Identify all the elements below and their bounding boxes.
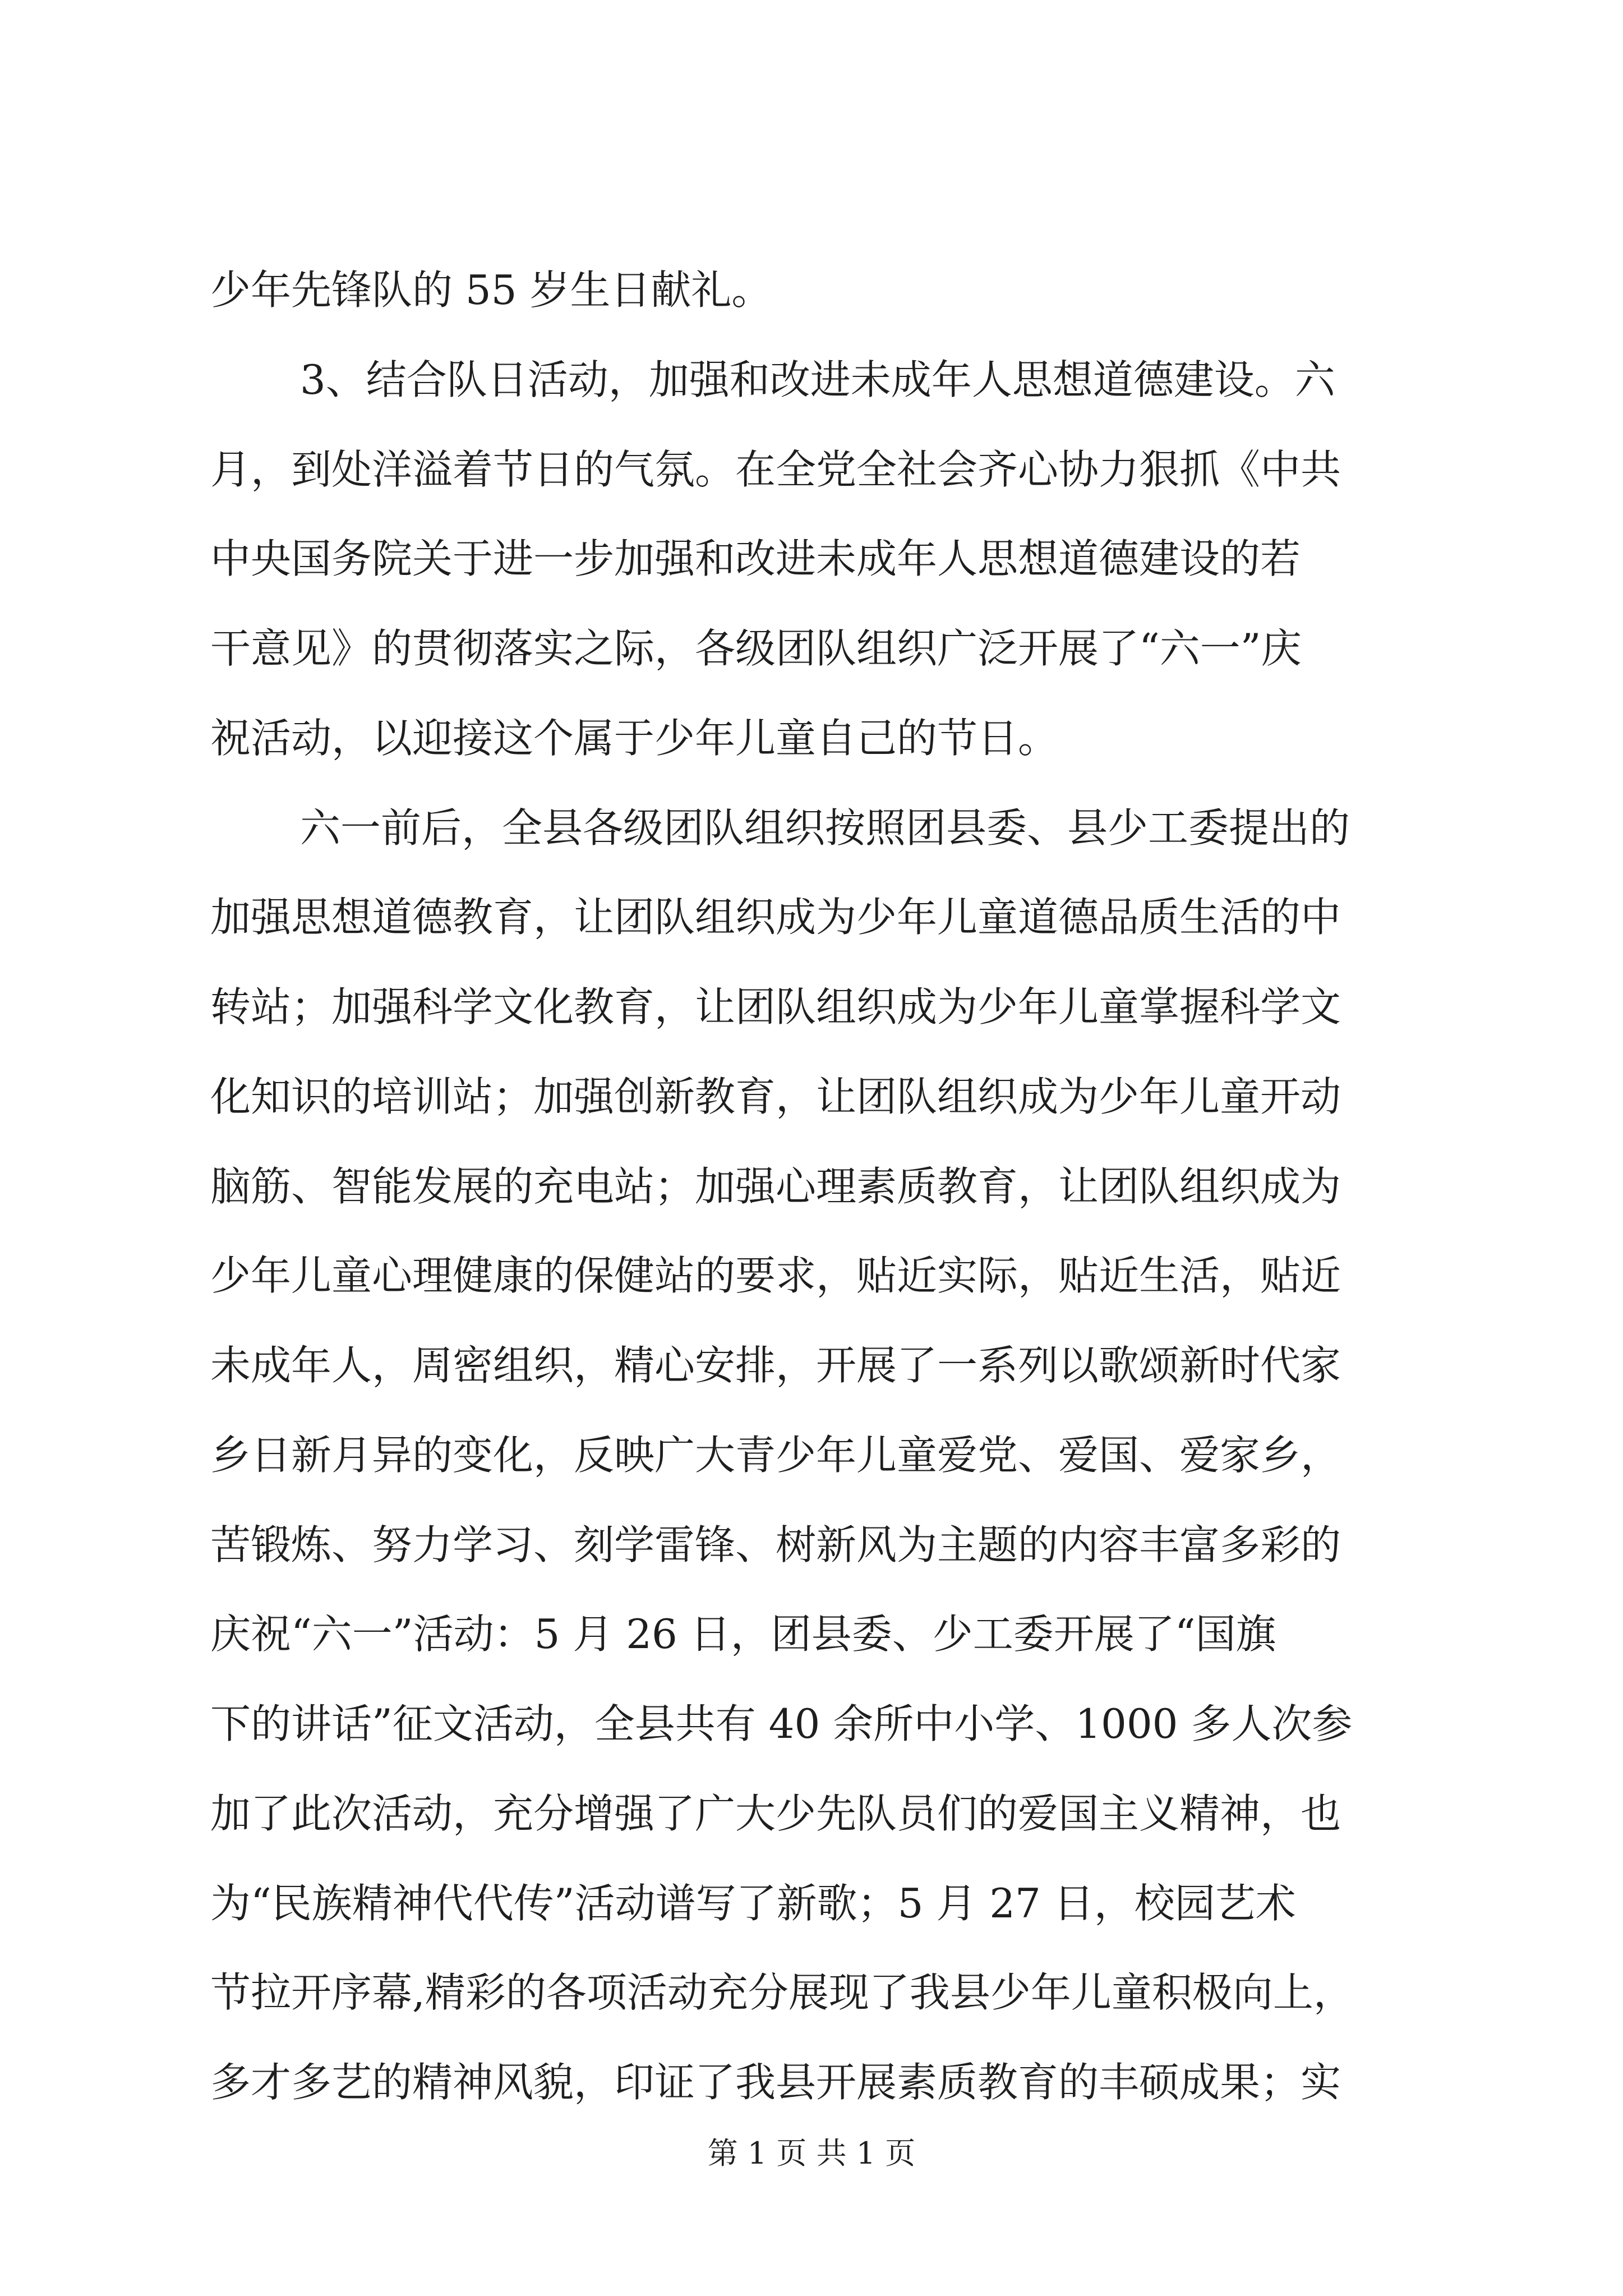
text-line: 多才多艺的精神风貌，印证了我县开展素质教育的丰硕成果；实 bbox=[210, 2059, 1341, 2106]
text-line: 六一前后，全县各级团队组织按照团县委、县少工委提出的 bbox=[300, 804, 1350, 852]
page-footer: 第 1 页 共 1 页 bbox=[707, 2136, 916, 2171]
text-line: 未成年人，周密组织，精心安排，开展了一系列以歌颂新时代家 bbox=[210, 1342, 1341, 1389]
text-line: 下的讲话”征文活动，全县共有 40 余所中小学、1000 多人次参 bbox=[210, 1700, 1353, 1747]
text-line: 中央国务院关于进一步加强和改进未成年人思想道德建设的若 bbox=[210, 535, 1301, 582]
text-line: 为“民族精神代代传”活动谱写了新歌；5 月 27 日，校园艺术 bbox=[210, 1880, 1296, 1927]
text-line: 转站；加强科学文化教育，让团队组织成为少年儿童掌握科学文 bbox=[210, 983, 1341, 1030]
text-line: 乡日新月异的变化，反映广大青少年儿童爱党、爱国、爱家乡， bbox=[210, 1432, 1341, 1479]
text-line: 3、结合队日活动，加强和改进未成年人思想道德建设。六 bbox=[300, 356, 1335, 403]
text-line: 少年先锋队的 55 岁生日献礼。 bbox=[210, 266, 772, 314]
text-line: 苦锻炼、努力学习、刻学雷锋、树新风为主题的内容丰富多彩的 bbox=[210, 1521, 1341, 1568]
text-line: 祝活动，以迎接这个属于少年儿童自己的节日。 bbox=[210, 715, 1059, 762]
text-line: 脑筋、智能发展的充电站；加强心理素质教育，让团队组织成为 bbox=[210, 1163, 1341, 1210]
text-line: 月，到处洋溢着节日的气氛。在全党全社会齐心协力狠抓《中共 bbox=[210, 446, 1341, 493]
text-line: 庆祝“六一”活动：5 月 26 日，团县委、少工委开展了“国旗 bbox=[210, 1611, 1276, 1658]
text-line: 少年儿童心理健康的保健站的要求，贴近实际，贴近生活，贴近 bbox=[210, 1252, 1341, 1299]
text-line: 加了此次活动，充分增强了广大少先队员们的爱国主义精神，也 bbox=[210, 1790, 1341, 1837]
text-line: 干意见》的贯彻落实之际，各级团队组织广泛开展了“六一”庆 bbox=[210, 625, 1302, 672]
text-line: 加强思想道德教育，让团队组织成为少年儿童道德品质生活的中 bbox=[210, 894, 1341, 941]
text-line: 化知识的培训站；加强创新教育，让团队组织成为少年儿童开动 bbox=[210, 1073, 1341, 1120]
text-line: 节拉开序幕,精彩的各项活动充分展现了我县少年儿童积极向上， bbox=[210, 1969, 1354, 2016]
